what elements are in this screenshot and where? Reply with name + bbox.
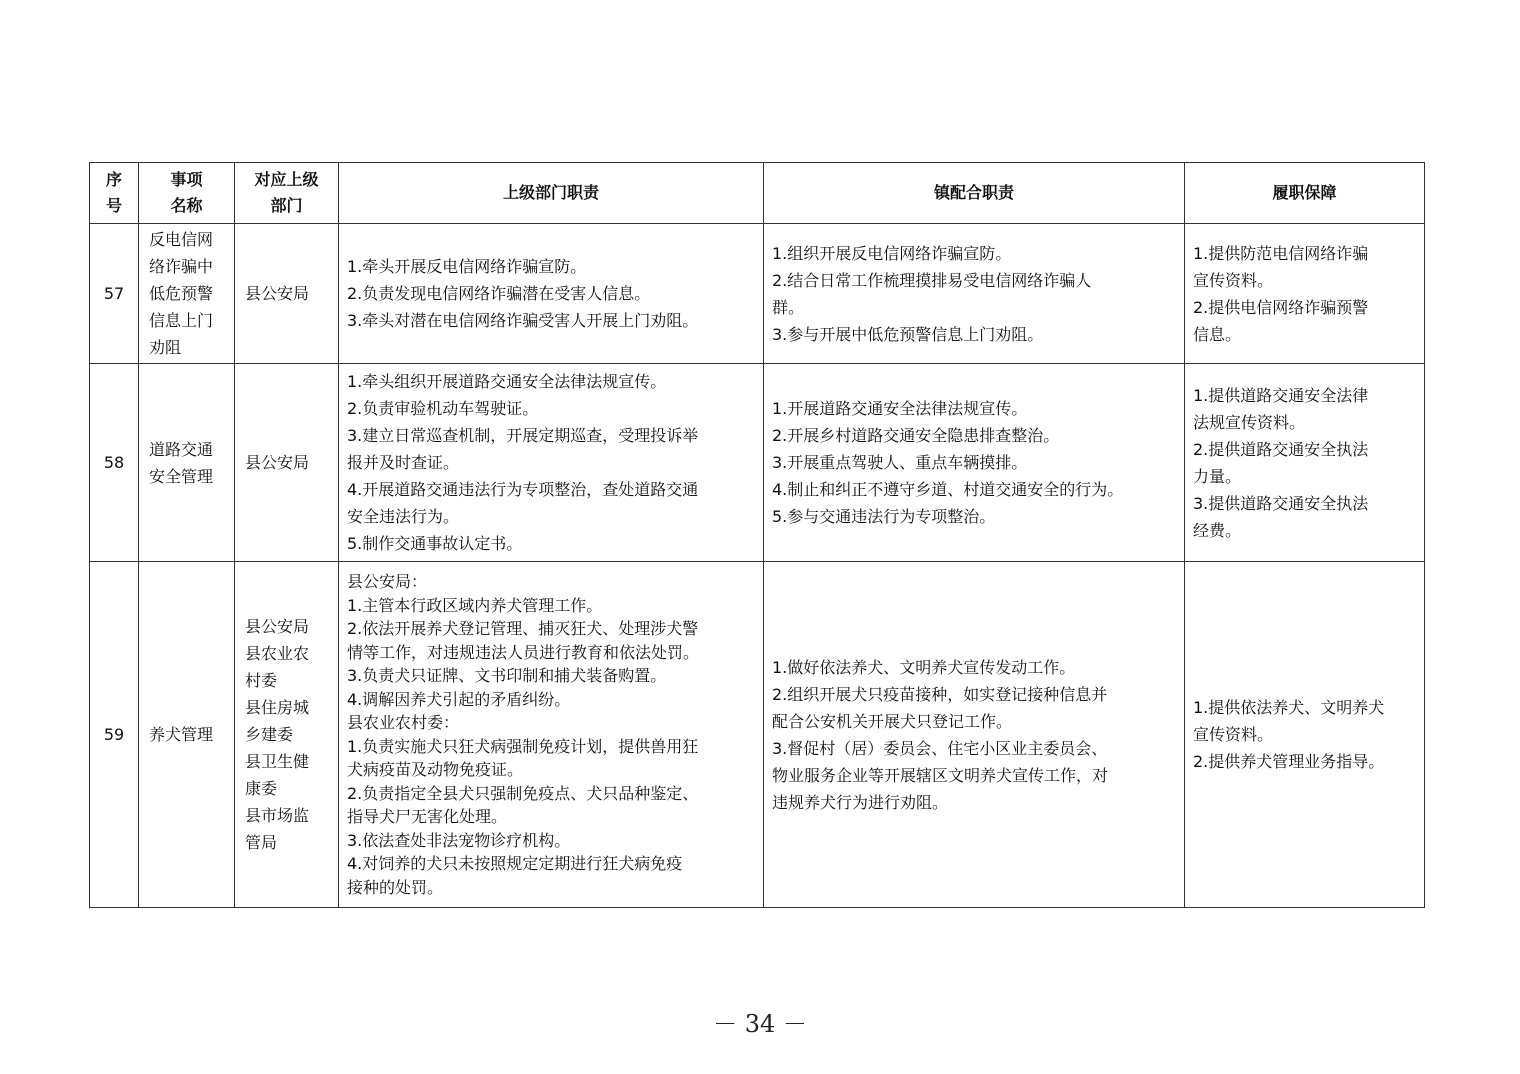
cell-line: 1.组织开展反电信网络诈骗宣防。 — [772, 243, 1012, 263]
cell-line: 2.提供电信网络诈骗预警 — [1193, 297, 1369, 317]
cell-line: 信息上门 — [149, 311, 214, 330]
cell-line: 道路交通 — [149, 439, 214, 459]
cell-line: 1.负责实施犬只狂犬病强制免疫计划，提供兽用狂 — [347, 736, 699, 756]
cell-line: 2.开展乡村道路交通安全隐患排查整治。 — [772, 426, 1060, 445]
cell-superior — [339, 224, 764, 364]
cell-line: 县农业农村委： — [347, 713, 460, 732]
cell-line: 3.参与开展中低危预警信息上门劝阻。 — [772, 324, 1044, 344]
cell-town — [764, 364, 1185, 562]
cell-line: 县住房城 — [245, 698, 310, 717]
cell-line: 管局 — [245, 833, 278, 852]
header-no: 序 号 — [90, 163, 139, 224]
cell-line: 2.组织开展犬只疫苗接种，如实登记接种信息并 — [772, 684, 1108, 704]
cell-line: 1.提供防范电信网络诈骗 — [1193, 243, 1369, 263]
cell-line: 2.提供道路交通安全执法 — [1193, 439, 1369, 459]
cell-line: 安全违法行为。 — [347, 507, 460, 526]
cell-line: 县公安局 — [245, 284, 310, 303]
cell-line: 劝阻 — [149, 338, 182, 357]
cell-line: 1.提供依法养犬、文明养犬 — [1193, 698, 1385, 717]
row-number: 59 — [90, 562, 139, 908]
header-superior: 上级部门职责 — [339, 163, 764, 224]
table-row — [90, 364, 1425, 562]
cell-line: 反电信网 — [149, 230, 214, 249]
cell-name — [139, 224, 235, 364]
cell-line: 2.负责审验机动车驾驶证。 — [347, 399, 539, 418]
cell-town — [764, 224, 1185, 364]
cell-line: 法规宣传资料。 — [1193, 412, 1306, 432]
header-town: 镇配合职责 — [764, 163, 1185, 224]
header-name: 事项 名称 — [139, 163, 235, 224]
cell-line: 指导犬尸无害化处理。 — [347, 807, 508, 826]
cell-line: 县卫生健 — [245, 752, 310, 771]
cell-line: 经费。 — [1193, 520, 1242, 540]
cell-line: 情等工作，对违规违法人员进行教育和依法处罚。 — [347, 642, 700, 662]
cell-line: 4.对饲养的犬只未按照规定定期进行狂犬病免疫 — [347, 854, 683, 873]
cell-line: 县市场监 — [245, 806, 310, 825]
duty-table — [89, 162, 1425, 908]
cell-line: 2.依法开展养犬登记管理、捕灭狂犬、处理涉犬警 — [347, 619, 699, 638]
cell-superior — [339, 364, 764, 562]
cell-name — [139, 562, 235, 908]
cell-line: 力量。 — [1193, 466, 1242, 486]
cell-line: 2.负责发现电信网络诈骗潜在受害人信息。 — [347, 284, 651, 303]
cell-line: 报并及时查证。 — [347, 453, 460, 472]
cell-line: 1.牵头组织开展道路交通安全法律法规宣传。 — [347, 372, 667, 391]
cell-line: 宣传资料。 — [1193, 725, 1274, 744]
cell-line: 4.开展道路交通违法行为专项整治，查处道路交通 — [347, 480, 699, 499]
cell-line: 乡建委 — [245, 725, 294, 744]
row-number: 58 — [90, 364, 139, 562]
cell-line: 3.提供道路交通安全执法 — [1193, 493, 1369, 513]
cell-line: 2.负责指定全县犬只强制免疫点、犬只品种鉴定、 — [347, 783, 699, 803]
cell-guarantee — [1185, 562, 1425, 908]
header-dept: 对应上级 部门 — [235, 163, 339, 224]
cell-town — [764, 562, 1185, 908]
cell-guarantee — [1185, 364, 1425, 562]
page-number: － 34 － — [713, 1010, 807, 1038]
cell-line: 3.督促村（居）委员会、住宅小区业主委员会、 — [772, 738, 1108, 758]
cell-line: 2.结合日常工作梳理摸排易受电信网络诈骗人 — [772, 270, 1092, 290]
cell-line: 3.负责犬只证牌、文书印制和捕犬装备购置。 — [347, 666, 667, 685]
cell-line: 1.开展道路交通安全法律法规宣传。 — [772, 399, 1028, 418]
cell-line: 县公安局 — [245, 453, 310, 472]
table-row — [90, 224, 1425, 364]
cell-line: 4.调解因养犬引起的矛盾纠纷。 — [347, 689, 571, 709]
cell-line: 1.主管本行政区域内养犬管理工作。 — [347, 595, 603, 615]
cell-line: 1.提供道路交通安全法律 — [1193, 385, 1369, 405]
cell-line: 低危预警 — [149, 284, 214, 303]
cell-line: 3.牵头对潜在电信网络诈骗受害人开展上门劝阻。 — [347, 311, 699, 330]
cell-line: 5.参与交通违法行为专项整治。 — [772, 507, 996, 526]
cell-guarantee — [1185, 224, 1425, 364]
row-number: 57 — [90, 224, 139, 364]
cell-line: 4.制止和纠正不遵守乡道、村道交通安全的行为。 — [772, 480, 1124, 499]
cell-line: 县农业农 — [245, 644, 310, 663]
cell-name — [139, 364, 235, 562]
cell-line: 县公安局： — [347, 572, 428, 591]
cell-line: 3.建立日常巡查机制，开展定期巡查，受理投诉举 — [347, 426, 699, 445]
cell-dept — [235, 562, 339, 908]
cell-line: 信息。 — [1193, 324, 1242, 344]
cell-line: 物业服务企业等开展辖区文明养犬宣传工作，对 — [772, 765, 1109, 785]
cell-line: 1.做好依法养犬、文明养犬宣传发动工作。 — [772, 657, 1076, 677]
cell-superior — [339, 562, 764, 908]
table-row — [90, 562, 1425, 908]
cell-line: 安全管理 — [149, 466, 214, 486]
cell-line: 群。 — [772, 297, 805, 317]
cell-line: 接种的处罚。 — [347, 877, 444, 897]
cell-line: 3.开展重点驾驶人、重点车辆摸排。 — [772, 453, 1028, 472]
cell-line: 县公安局 — [245, 617, 310, 636]
cell-line: 宣传资料。 — [1193, 270, 1274, 290]
cell-dept — [235, 364, 339, 562]
cell-line: 养犬管理 — [149, 725, 214, 744]
cell-line: 络诈骗中 — [149, 257, 214, 276]
cell-dept — [235, 224, 339, 364]
header-row — [90, 163, 1425, 224]
cell-line: 1.牵头开展反电信网络诈骗宣防。 — [347, 257, 587, 276]
cell-line: 3.依法查处非法宠物诊疗机构。 — [347, 830, 571, 850]
cell-line: 违规养犬行为进行劝阻。 — [772, 792, 949, 812]
cell-line: 配合公安机关开展犬只登记工作。 — [772, 711, 1013, 731]
cell-line: 村委 — [245, 671, 278, 690]
cell-line: 犬病疫苗及动物免疫证。 — [347, 760, 524, 779]
cell-line: 康委 — [245, 779, 278, 798]
cell-line: 5.制作交通事故认定书。 — [347, 534, 523, 553]
cell-line: 2.提供养犬管理业务指导。 — [1193, 752, 1385, 771]
header-guarantee: 履职保障 — [1185, 163, 1425, 224]
